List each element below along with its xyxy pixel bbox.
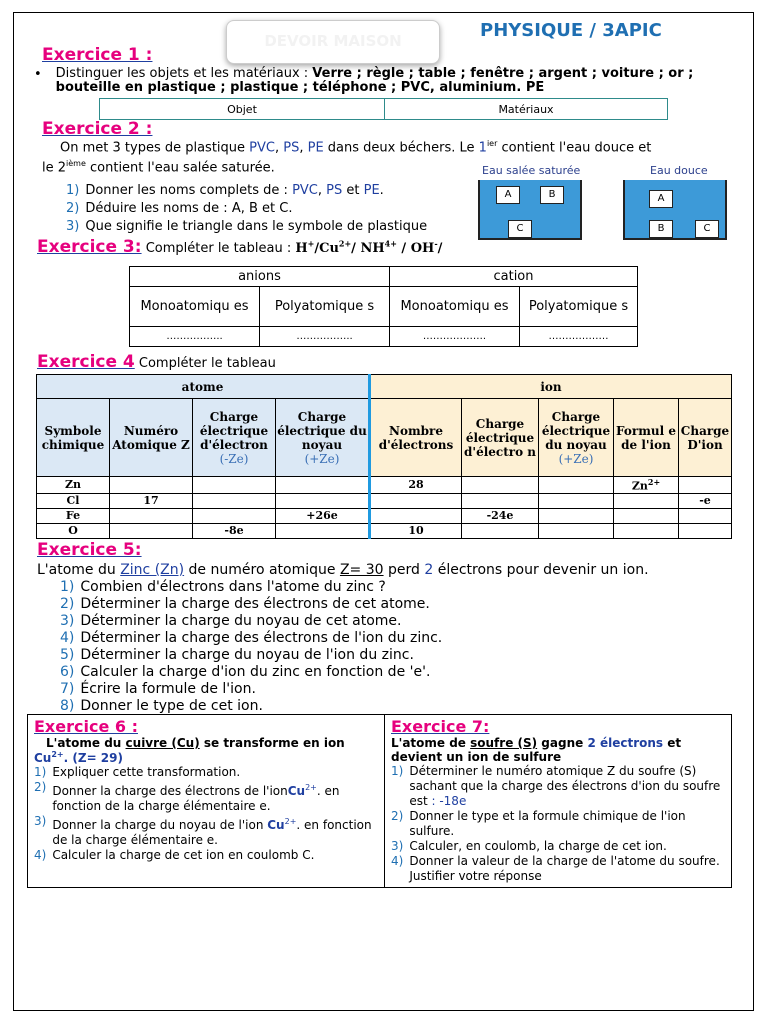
q2: Donner le type et la formule chimique de l'ion sulfure.	[409, 809, 686, 838]
ex7-intro	[391, 736, 725, 764]
q2-a: Donner la charge des électrons de l'ion	[52, 784, 288, 798]
question-text: Déterminer la charge des électrons de cet atome.	[80, 596, 430, 612]
table-cell[interactable]	[462, 508, 539, 523]
line2-b: contient l'eau salée saturée.	[85, 160, 275, 176]
table-cell[interactable]	[370, 523, 462, 538]
cu: Cu	[34, 751, 52, 765]
ex7-q2	[391, 809, 725, 839]
num: 2)	[34, 780, 47, 794]
table-cell[interactable]	[539, 508, 614, 523]
ex6-q4	[34, 848, 378, 863]
q3-text: Que signifie le triangle dans le symbole de plastique	[85, 219, 428, 234]
ex4-text: Compléter le tableau	[134, 356, 276, 371]
table-cell[interactable]	[679, 493, 732, 508]
table-cell[interactable]	[539, 493, 614, 508]
q3-a: Donner la charge du noyau de l'ion	[52, 818, 268, 832]
cell-value: +26e	[306, 509, 338, 523]
ex1-instruction: Distinguer les objets et les matériaux :	[55, 66, 313, 81]
num: 1)	[66, 183, 80, 198]
box-c: C	[508, 220, 532, 238]
table-cell[interactable]	[370, 508, 462, 523]
num: 8)	[60, 698, 75, 714]
table-cell[interactable]	[276, 477, 370, 494]
table-cell[interactable]	[614, 523, 679, 538]
cell-value: -8e	[224, 524, 244, 538]
q1-g: .	[379, 183, 384, 198]
dots[interactable]: ……………….	[390, 327, 520, 347]
ion-cu: /Cu	[314, 241, 339, 256]
num: 4)	[34, 848, 47, 862]
question-text: Calculer la charge d'ion du zinc en fonction de 'e'.	[80, 664, 431, 680]
table-cell[interactable]	[614, 493, 679, 508]
beaker1-label: Eau salée saturée	[482, 164, 581, 177]
q1-ps: PS	[326, 183, 343, 198]
intro-b: se transforme en ion	[199, 736, 345, 750]
dots[interactable]: ……………..	[130, 327, 260, 347]
num: 1)	[34, 765, 47, 779]
table-cell[interactable]	[679, 508, 732, 523]
table-cell[interactable]	[193, 523, 276, 538]
intro-d: électrons pour devenir un ion.	[433, 562, 649, 578]
first-sup: ier	[486, 139, 498, 148]
question-text: Déterminer la charge du noyau de cet atome.	[80, 613, 402, 629]
ex6-title: Exercice 6 :	[34, 717, 138, 736]
table-cell[interactable]	[193, 477, 276, 494]
ion-nh: / NH	[351, 241, 385, 256]
box-a: A	[649, 190, 673, 208]
soufre: soufre (S)	[470, 736, 538, 750]
question-text: Déterminer la charge des électrons de l'ion du zinc.	[80, 630, 443, 646]
line2-sup: ième	[66, 159, 86, 168]
ex3-text: Compléter le tableau :	[141, 241, 296, 256]
table-cell[interactable]	[370, 493, 462, 508]
two: 2	[424, 562, 434, 578]
ex2-intro-b: dans deux béchers. Le	[323, 140, 479, 156]
intro-c: et devient un ion de sulfure	[391, 736, 682, 764]
ex5-question	[60, 647, 442, 664]
ex1-items: Verre ; règle ; table ; fenêtre ; argent ; voiture ; or ; bouteille en plastique ; plastique ; téléphone ; PVC, aluminium. PE	[55, 66, 694, 95]
ex2-intro	[60, 139, 740, 155]
c-nombre-e: Nombre d'électrons	[370, 399, 462, 477]
num: 3)	[34, 814, 47, 828]
ex2-questions	[66, 182, 427, 236]
table-cell[interactable]	[110, 508, 193, 523]
num: 4)	[60, 630, 75, 646]
c-symbole: Symbole chimique	[37, 399, 110, 477]
c-charge-ion-e: Charge électrique d'électro n	[462, 399, 539, 477]
ion-h: H	[295, 241, 308, 256]
ex6-ex7-table	[27, 714, 732, 888]
question-text: Donner le type de cet ion.	[80, 698, 263, 714]
comma: ,	[299, 140, 308, 156]
ex5-question	[60, 613, 442, 630]
h-atome: atome	[37, 375, 370, 399]
table-cell[interactable]	[276, 508, 370, 523]
ex4-title: Exercice 4	[37, 352, 135, 372]
beaker2-label: Eau douce	[650, 164, 708, 177]
z-value: Z= 30	[339, 562, 384, 578]
ex1-table	[99, 98, 668, 120]
dots[interactable]: ……………..	[260, 327, 390, 347]
comma: ,	[274, 140, 284, 156]
ex7-questions	[391, 764, 725, 884]
cell-value: Zn	[631, 479, 648, 493]
q1-a: Donner les noms complets de :	[85, 183, 293, 198]
c3b: (-Ze)	[219, 451, 249, 466]
intro-c: perd	[383, 562, 425, 578]
ex5-question	[60, 698, 442, 715]
ex6-questions	[34, 765, 378, 863]
question-text: Écrire la formule de l'ion.	[80, 681, 256, 697]
table-cell[interactable]	[37, 508, 110, 523]
table-cell[interactable]	[110, 523, 193, 538]
sup: +	[307, 238, 315, 249]
ex5-question	[60, 596, 442, 613]
ex7-q3	[391, 839, 725, 854]
intro-a: L'atome du	[46, 736, 126, 750]
table-cell[interactable]	[110, 493, 193, 508]
sup: 2+	[338, 238, 352, 249]
sup: 2+	[51, 750, 64, 759]
zn-sup: 2+	[647, 477, 661, 487]
q1-c: ,	[317, 183, 327, 198]
ex2-q2	[66, 200, 427, 218]
ex5-question	[60, 664, 442, 681]
intro-a: L'atome de	[391, 736, 471, 750]
q2-b: . en fonction de la charge élémentaire e.	[52, 784, 340, 813]
ex6-q3	[34, 814, 378, 848]
intro-b: gagne	[537, 736, 588, 750]
ex6-cu	[34, 750, 378, 765]
c-numero: Numéro Atomique Z	[110, 399, 193, 477]
ex2-q3	[66, 218, 427, 236]
cell-value: -24e	[486, 509, 514, 523]
box-b: B	[649, 220, 673, 238]
zinc: Zinc (Zn)	[120, 562, 185, 578]
mono: Monoatomiqu es	[390, 287, 520, 327]
table-cell[interactable]	[679, 477, 732, 494]
table-cell[interactable]	[614, 508, 679, 523]
cell-value: O	[68, 524, 78, 538]
ex5-question	[60, 579, 442, 596]
ex2-q1	[66, 182, 427, 200]
first: 1	[478, 140, 487, 156]
table-cell[interactable]	[539, 477, 614, 494]
ex5-question	[60, 681, 442, 698]
q1-b: : -18e	[431, 794, 467, 808]
q3: Calculer, en coulomb, la charge de cet ion.	[409, 839, 667, 853]
c-charge-ion: Charge D'ion	[679, 399, 732, 477]
ex1-text	[34, 67, 734, 95]
ex5-question	[60, 630, 442, 647]
ex3-title: Exercice 3:	[37, 237, 142, 257]
table-cell[interactable]	[539, 523, 614, 538]
ex7-q4	[391, 854, 725, 884]
slash: /	[437, 241, 443, 256]
dots[interactable]: ………………	[520, 327, 638, 347]
sup: -	[434, 238, 438, 249]
c-charge-noyau	[276, 399, 370, 477]
intro-a: L'atome du	[37, 562, 121, 578]
cell-value: Fe	[65, 509, 81, 523]
q2-text: Déduire les noms de : A, B et C.	[85, 201, 293, 216]
intro-b: de numéro atomique	[184, 562, 340, 578]
sup: 2+	[305, 783, 317, 792]
mono: Monoatomiqu es	[130, 287, 260, 327]
table-cell[interactable]	[462, 523, 539, 538]
ex5-title: Exercice 5:	[37, 540, 142, 560]
table-cell[interactable]	[193, 508, 276, 523]
num: 2)	[66, 201, 80, 216]
cell-value: Zn	[64, 478, 82, 492]
num: 4)	[391, 854, 404, 868]
ex6-q1	[34, 765, 378, 780]
num: 6)	[60, 664, 75, 680]
ex2-title: Exercice 2 :	[42, 119, 153, 139]
ex6-intro	[34, 736, 378, 750]
c7b: (+Ze)	[558, 451, 594, 466]
table-cell[interactable]	[614, 477, 679, 494]
sup: 4+	[384, 238, 397, 249]
num: 1)	[60, 579, 75, 595]
ex4-table	[36, 374, 732, 539]
num: 3)	[66, 219, 80, 234]
ex3-header	[37, 237, 442, 257]
c-charge-e	[193, 399, 276, 477]
poly: Polyatomique s	[260, 287, 390, 327]
q4: Calculer la charge de cet ion en coulomb C.	[52, 848, 315, 862]
subject-title: PHYSIQUE / 3APIC	[480, 20, 662, 41]
bullet: •	[34, 67, 42, 82]
q1-pe: PE	[363, 183, 380, 198]
ex6-cell	[28, 715, 385, 888]
num: 3)	[60, 613, 75, 629]
table-cell[interactable]	[37, 493, 110, 508]
pvc: PVC	[249, 140, 275, 156]
ex2-line2	[42, 159, 275, 175]
ex5-questions	[60, 579, 442, 715]
table-row	[37, 493, 732, 508]
q1-e: et	[342, 183, 364, 198]
cell-value: Cl	[66, 494, 80, 508]
c7: Charge électrique du noyau	[541, 409, 611, 452]
q4: Donner la valeur de la charge de l'atome du soufre. Justifier votre réponse	[409, 854, 720, 883]
table-cell[interactable]	[679, 523, 732, 538]
z: . (Z= 29)	[63, 751, 123, 765]
cu: Cu	[267, 818, 285, 832]
table-cell[interactable]	[370, 477, 462, 494]
line2-a: le 2	[42, 160, 67, 176]
ex7-q1	[391, 764, 725, 809]
c-formule: Formul e de l'ion	[614, 399, 679, 477]
num: 2)	[60, 596, 75, 612]
num: 2)	[391, 809, 404, 823]
c4: Charge électrique du noyau	[277, 409, 367, 452]
table-row	[37, 477, 732, 494]
beaker-fresh	[623, 180, 727, 240]
h-ion: ion	[370, 375, 732, 399]
table-cell[interactable]	[193, 493, 276, 508]
cu: Cu	[287, 784, 306, 798]
ex5-intro	[37, 562, 649, 578]
ex3-table	[129, 266, 638, 347]
box-c: C	[695, 220, 719, 238]
ex4-header	[37, 352, 276, 372]
c4b: (+Ze)	[304, 451, 340, 466]
cell-value: 28	[408, 478, 424, 492]
table-cell[interactable]	[276, 493, 370, 508]
devoir-title-box: DEVOIR MAISON	[226, 20, 440, 64]
q1: Expliquer cette transformation.	[52, 765, 241, 779]
cell-value: 10	[408, 524, 424, 538]
table-cell[interactable]	[462, 477, 539, 494]
table-cell[interactable]	[276, 523, 370, 538]
num: 1)	[391, 764, 404, 778]
ex6-q2	[34, 780, 378, 814]
poly: Polyatomique s	[520, 287, 638, 327]
q1-a: Déterminer le numéro atomique Z du soufre (S) sachant que la charge des électrons d'ion du soufre est	[409, 764, 721, 808]
pe: PE	[307, 140, 324, 156]
h-cation: cation	[390, 267, 638, 287]
cell-value: 17	[143, 494, 159, 508]
box-a: A	[496, 186, 520, 204]
ps: PS	[283, 140, 300, 156]
sup: 2+	[284, 817, 297, 826]
num: 5)	[60, 647, 75, 663]
c-charge-ion-noyau	[539, 399, 614, 477]
h-anions: anions	[130, 267, 390, 287]
table-cell[interactable]	[462, 493, 539, 508]
box-b: B	[540, 186, 564, 204]
num: 3)	[391, 839, 404, 853]
question-text: Déterminer la charge du noyau de l'ion du zinc.	[80, 647, 414, 663]
two: 2 électrons	[587, 736, 664, 750]
table-cell[interactable]	[37, 523, 110, 538]
table-cell[interactable]	[37, 477, 110, 494]
beaker-salt	[478, 180, 582, 240]
table-row	[37, 508, 732, 523]
question-text: Combien d'électrons dans l'atome du zinc ?	[80, 579, 386, 595]
table-row	[37, 523, 732, 538]
col-objet: Objet	[100, 99, 385, 120]
cuivre: cuivre (Cu)	[125, 736, 200, 750]
ion-oh: / OH	[396, 241, 435, 256]
ex7-cell	[385, 715, 732, 888]
num: 7)	[60, 681, 75, 697]
ex4-body	[37, 477, 732, 539]
q3-b: . en fonction de la charge élémentaire e.	[52, 818, 372, 847]
cell-value: -e	[699, 494, 711, 508]
ex2-intro-a: On met 3 types de plastique	[60, 140, 250, 156]
q1-pvc: PVC	[292, 183, 318, 198]
ex7-title: Exercice 7:	[391, 717, 490, 736]
ex1-title: Exercice 1 :	[42, 45, 153, 65]
c3: Charge électrique d'électron	[199, 409, 269, 452]
table-cell[interactable]	[110, 477, 193, 494]
col-materiaux: Matériaux	[385, 99, 668, 120]
ex2-intro-c: contient l'eau douce et	[497, 140, 652, 156]
